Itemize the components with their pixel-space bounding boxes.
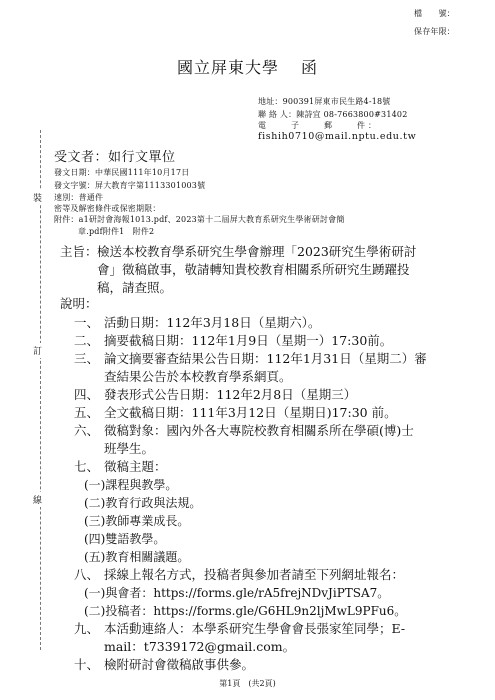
address: 地址：900391屏東市民生路4-18號 (258, 97, 391, 106)
list-item-continuation: 班學生。 (104, 441, 155, 456)
document-title (0, 55, 495, 78)
registration-link-submitter: (二)投稿者：https://forms.gle/G6HL9n2ljMwL9PFu6。 (84, 604, 407, 618)
delivery-speed: 速別：普通件 (54, 193, 104, 202)
subject-line-3: 稿，請查照。 (97, 280, 173, 295)
attachments-line-1: 附件：a1研討會海報1013.pdf、2023第十二屆屏大教育系研究生學術研討會簡 (54, 215, 345, 224)
email-address: fishih0710@mail.nptu.edu.tw (258, 131, 417, 142)
attachments-line-2: 章.pdf附件1 附件2 (78, 227, 155, 236)
subject-label: 主旨： (60, 244, 98, 259)
binding-char-2: 訂 (33, 343, 42, 358)
retention-period-label: 保存年限： (414, 27, 455, 36)
recipient: 受文者：如行文單位 (54, 150, 176, 165)
topic-item: (三)教師專業成長。 (84, 514, 190, 528)
list-item: 二、 摘要截稿日期：112年1月9日（星期一）17:30前。 (74, 333, 393, 348)
file-number-label: 檔 號： (414, 9, 455, 18)
subject-line-2: 會」徵稿啟事，敬請轉知貴校教育相關系所研究生踴躍投 (97, 262, 410, 277)
topic-item: (一)課程與教學。 (84, 478, 178, 492)
binding-line (40, 130, 41, 650)
binding-char-3: 線 (33, 492, 42, 507)
document-number: 發文字號：屏大教育字第1113301003號 (54, 181, 206, 190)
security-level: 密等及解密條件或保密期限： (54, 204, 161, 213)
list-item: 六、 徵稿對象：國內外各大專院校教育相關系所在學碩(博)士 (74, 423, 414, 438)
list-item: 十、 檢附研討會徵稿啟事供參。 (74, 657, 255, 672)
registration-link-attendee: (一)與會者：https://forms.gle/rA5frejNDvJiPTSA7。 (84, 586, 390, 600)
email-label: 電 子 郵 件： (258, 121, 379, 130)
issue-date: 發文日期：中華民國111年10月17日 (54, 168, 190, 177)
explanation-label: 說明： (60, 296, 98, 311)
page-number: 第1頁 (共2頁) (219, 679, 276, 688)
list-item: 三、 論文摘要審查結果公告日期：112年1月31日（星期二）審 (74, 351, 427, 366)
binding-char-1: 裝 (33, 190, 42, 205)
topic-item: (五)教育相關議題。 (84, 550, 190, 564)
list-item: 八、 採線上報名方式，投稿者與參加者請至下列網址報名： (74, 567, 405, 582)
topic-item: (四)雙語教學。 (84, 532, 166, 546)
list-item: 四、 發表形式公告日期：112年2月8日（星期三） (74, 387, 357, 402)
contact-person: 聯 絡 人：陳詩宜 08-7663800#31402 (258, 110, 408, 119)
list-item: 一、 活動日期：112年3月18日（星期六）。 (74, 315, 321, 330)
list-item: 七、 徵稿主題： (74, 459, 167, 474)
org-name: 國立屏東大學 (176, 58, 279, 77)
list-item-continuation: 查結果公告於本校教育學系網頁。 (104, 369, 292, 384)
subject-line-1: 檢送本校教育學系研究生學會辦理「2023研究生學術研討 (97, 244, 417, 259)
topic-item: (二)教育行政與法規。 (84, 496, 202, 510)
subject-content (97, 243, 467, 297)
doc-type: 函 (301, 58, 319, 77)
list-item: 五、 全文截稿日期：111年3月12日（星期日)17:30 前。 (74, 405, 397, 420)
list-item: 九、 本活動連絡人：本學系研究生學會會長張家笙同學；E- (74, 621, 406, 636)
list-item-continuation: mail：t7339172@gmail.com。 (104, 639, 296, 654)
